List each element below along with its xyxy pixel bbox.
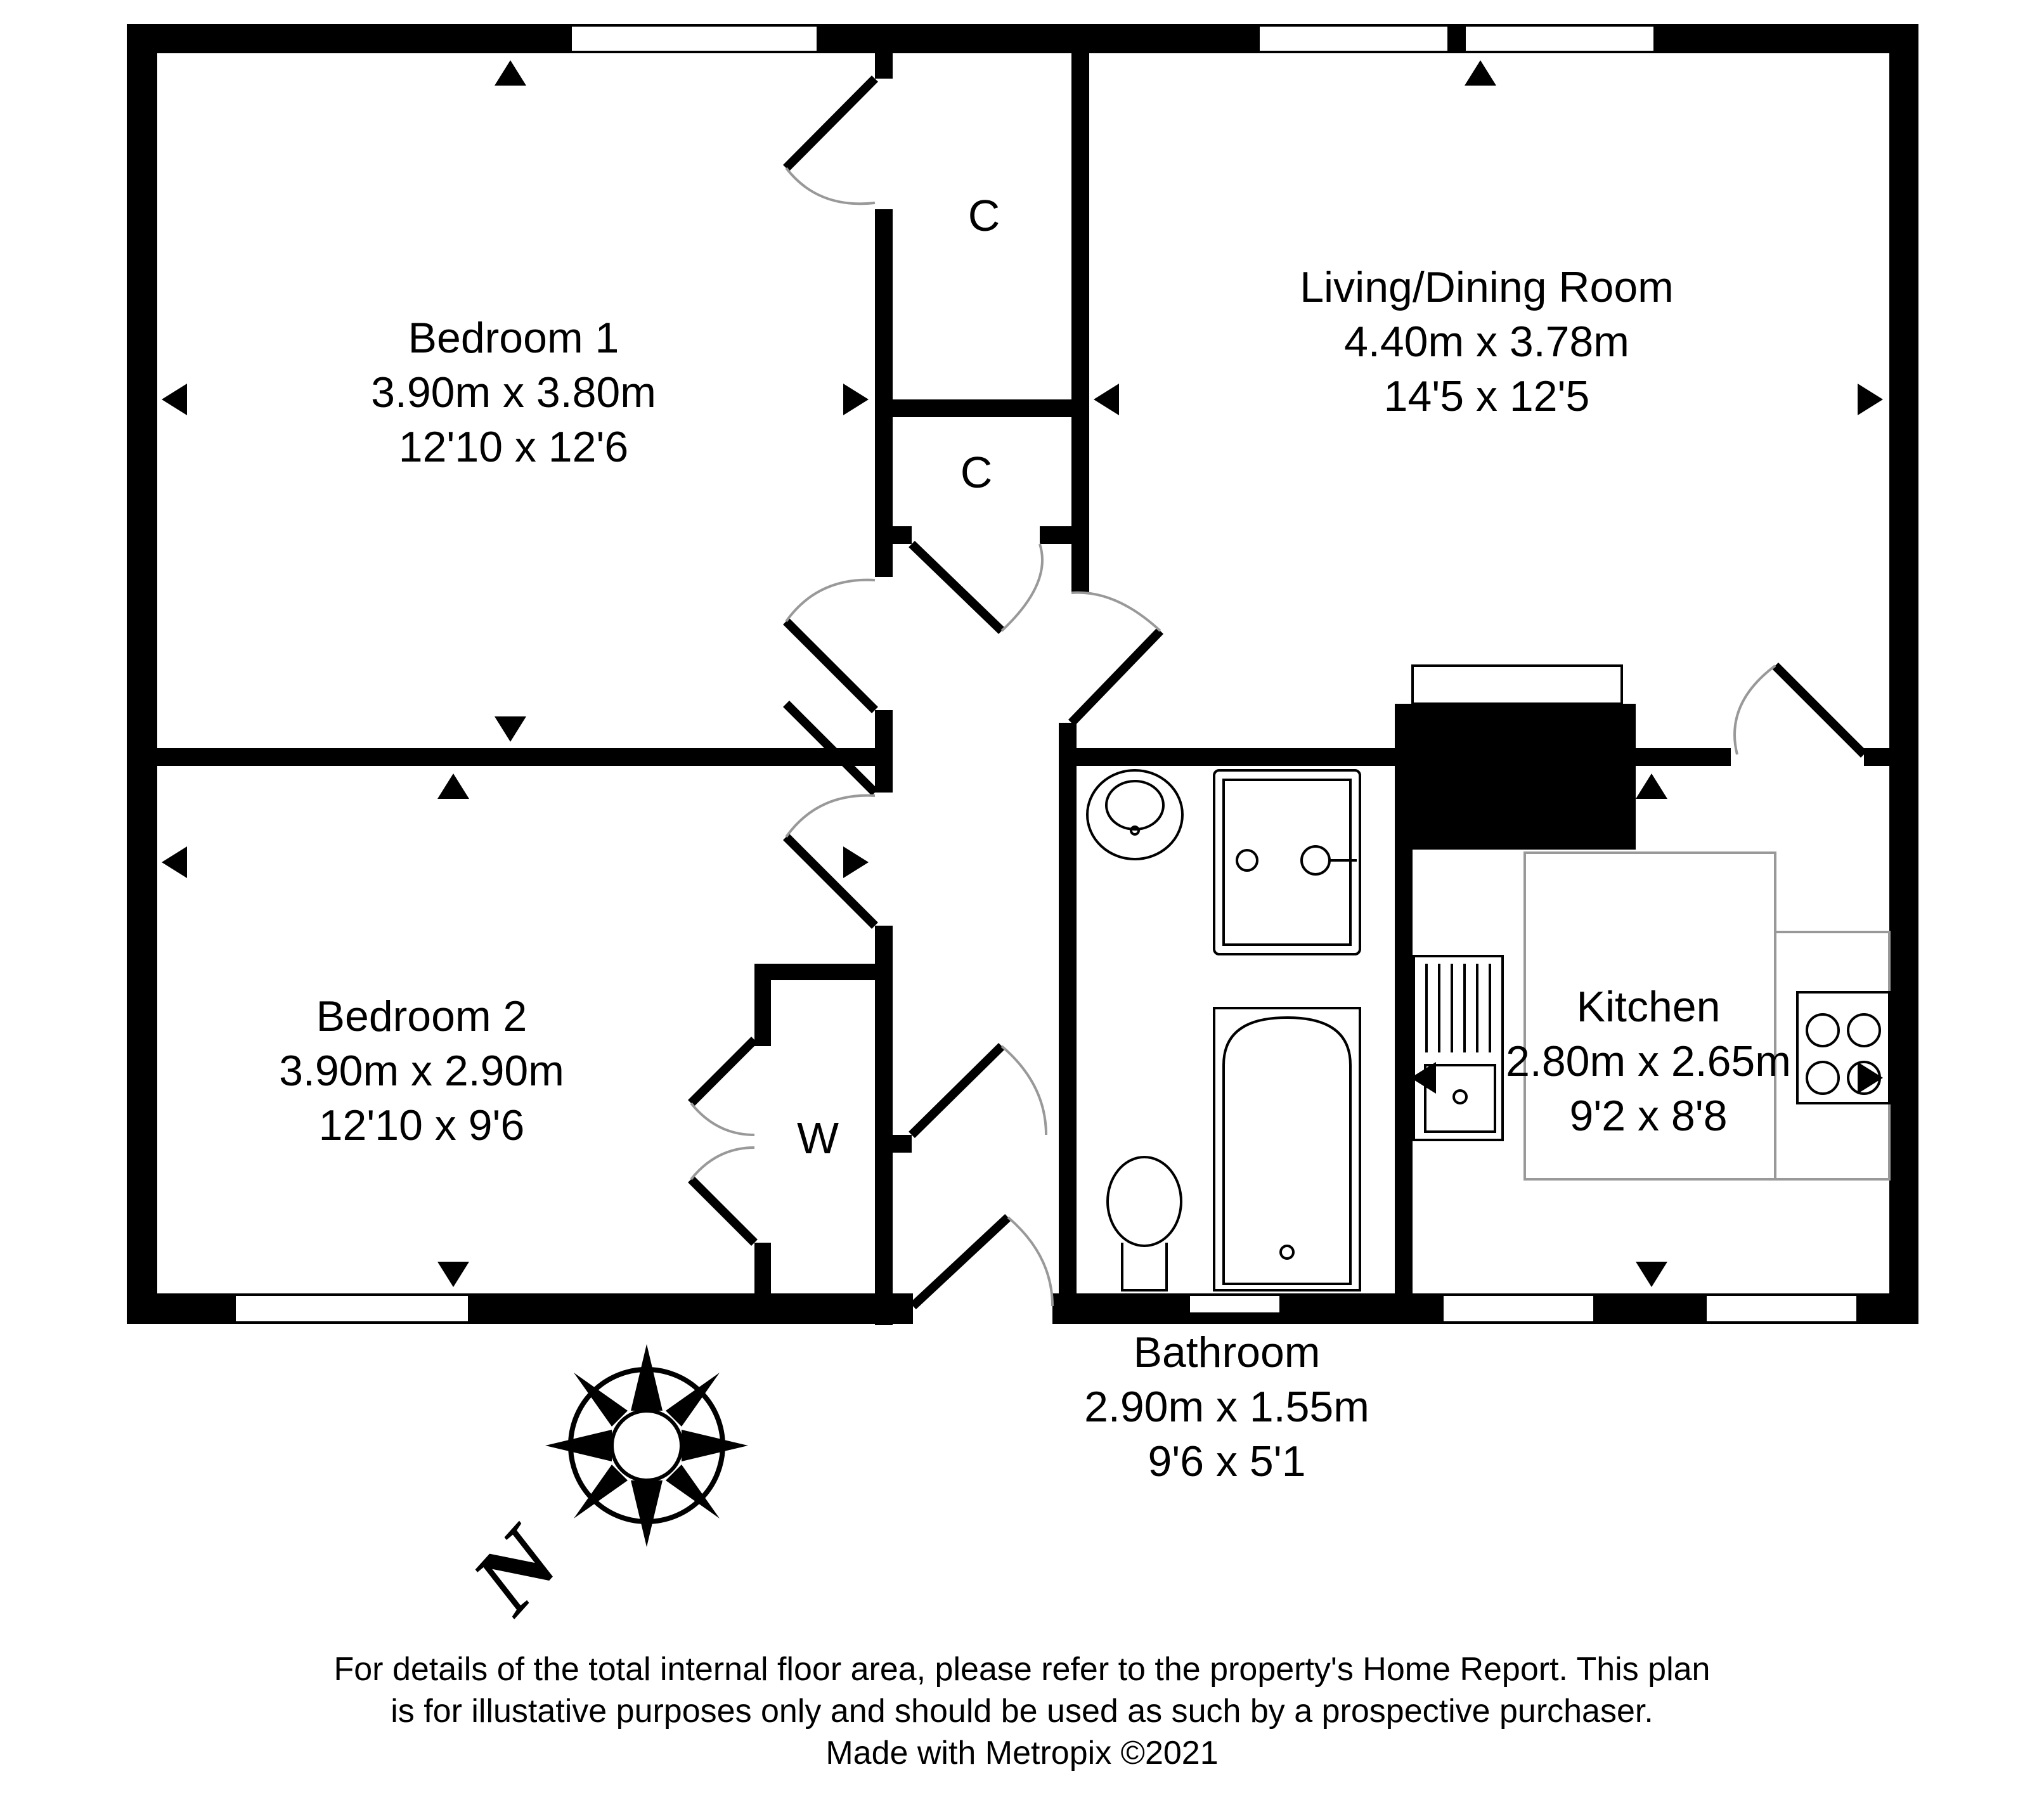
room-metric: 3.90m x 2.90m xyxy=(279,1047,564,1095)
footer-line-2: is for illustative purposes only and should be used as such by a prospective purchaser. xyxy=(391,1693,1653,1730)
room-label-bathroom xyxy=(1084,1325,1369,1489)
room-label-bedroom-2 xyxy=(279,989,564,1153)
toilet-icon xyxy=(1108,1157,1181,1246)
footer-line-3: Made with Metropix ©2021 xyxy=(825,1735,1219,1771)
cupboard-label-upper: C xyxy=(967,191,1000,240)
room-metric: 4.40m x 3.78m xyxy=(1344,318,1629,366)
room-imperial: 12'10 x 9'6 xyxy=(318,1101,525,1149)
washbasin-icon xyxy=(1087,770,1182,859)
room-imperial: 9'6 x 5'1 xyxy=(1148,1437,1306,1486)
bathroom-fixtures xyxy=(1087,770,1360,1290)
compass-rose-icon xyxy=(545,1344,748,1547)
cupboard-label-lower: C xyxy=(960,448,993,497)
hob-icon xyxy=(1797,992,1889,1103)
compass-north-label: N xyxy=(460,1502,572,1638)
footer-line-1: For details of the total internal floor area, please refer to the property's Home Report. This plan xyxy=(333,1651,1711,1688)
wardrobe-label: W xyxy=(796,1113,839,1163)
room-name: Bedroom 2 xyxy=(316,992,527,1040)
room-label-living-dining xyxy=(1300,260,1674,424)
room-name: Bathroom xyxy=(1133,1328,1321,1376)
room-label-kitchen xyxy=(1506,980,1791,1143)
disclaimer-footer xyxy=(0,1648,2044,1774)
room-metric: 3.90m x 3.80m xyxy=(371,368,656,417)
room-metric: 2.90m x 1.55m xyxy=(1084,1383,1369,1431)
room-metric: 2.80m x 2.65m xyxy=(1506,1037,1791,1085)
room-label-bedroom-1 xyxy=(371,311,656,474)
room-name: Living/Dining Room xyxy=(1300,263,1674,311)
room-name: Bedroom 1 xyxy=(408,314,619,362)
room-imperial: 12'10 x 12'6 xyxy=(398,423,629,471)
room-name: Kitchen xyxy=(1576,983,1721,1031)
room-imperial: 14'5 x 12'5 xyxy=(1383,372,1590,420)
bath-icon xyxy=(1214,1008,1360,1290)
room-imperial: 9'2 x 8'8 xyxy=(1569,1092,1728,1140)
